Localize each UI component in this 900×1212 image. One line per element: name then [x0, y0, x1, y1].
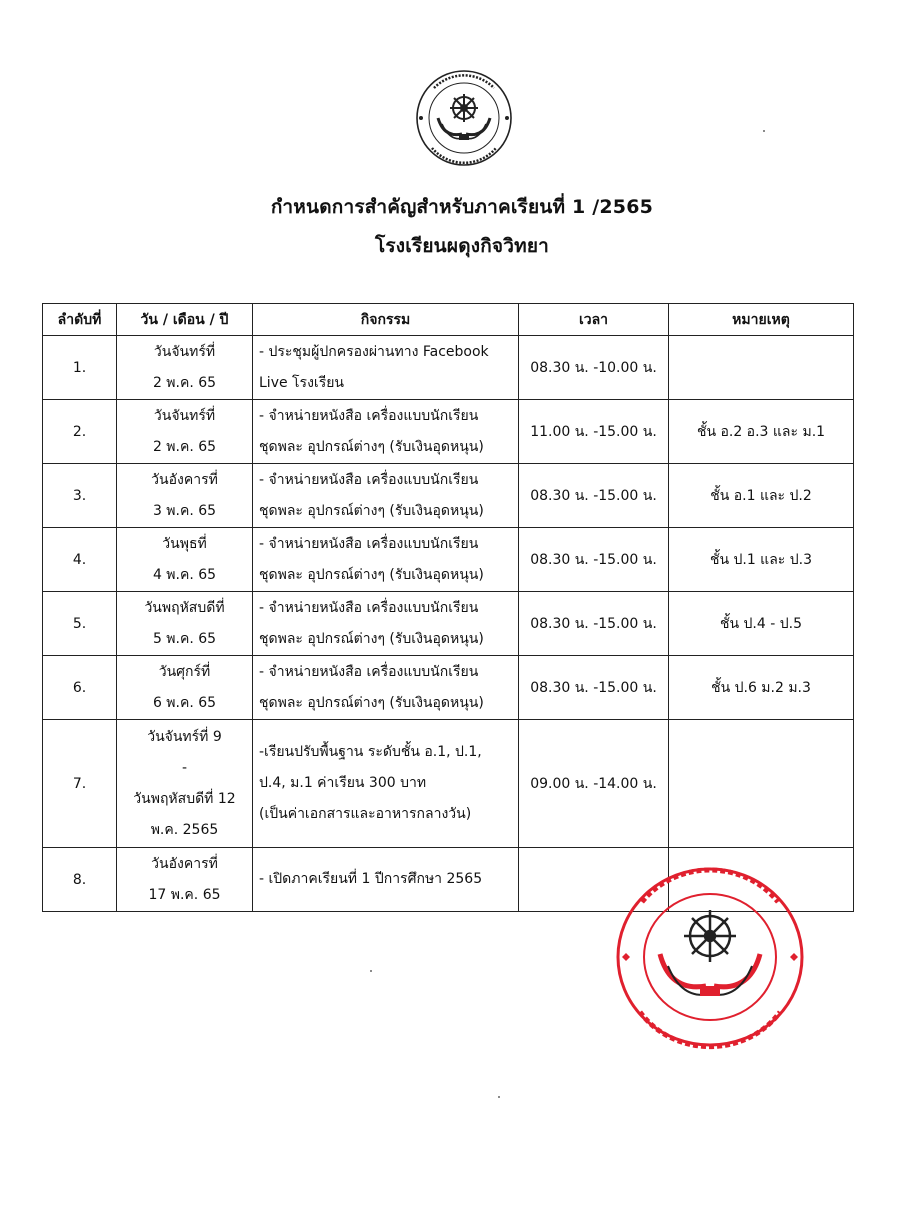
activity-line: -เรียนปรับพื้นฐาน ระดับชั้น อ.1, ป.1,	[259, 744, 482, 760]
scan-speck	[498, 1096, 500, 1098]
date-value: 3 พ.ค. 65	[152, 502, 217, 519]
row-number: 5.	[43, 592, 117, 656]
activity-line: ชุดพละ อุปกรณ์ต่างๆ (รับเงินอุดหนุน)	[259, 502, 484, 519]
date-value: 2 พ.ค. 65	[152, 374, 217, 391]
row-activity	[253, 336, 519, 400]
row-date	[117, 592, 253, 656]
row-number: 8.	[43, 848, 117, 912]
row-note: ชั้น อ.1 และ ป.2	[669, 464, 854, 528]
row-time: 09.00 น. -14.00 น.	[519, 720, 669, 848]
activity-line: ป.4, ม.1 ค่าเรียน 300 บาท	[259, 775, 427, 791]
table-row	[43, 528, 854, 592]
row-activity	[253, 400, 519, 464]
row-note: ชั้น อ.2 อ.3 และ ม.1	[669, 400, 854, 464]
row-date	[117, 528, 253, 592]
date-line: วันจันทร์ที่ 9	[147, 728, 222, 745]
row-activity	[253, 656, 519, 720]
table-row	[43, 400, 854, 464]
row-time: 08.30 น. -15.00 น.	[519, 592, 669, 656]
row-date	[117, 656, 253, 720]
activity-line: ชุดพละ อุปกรณ์ต่างๆ (รับเงินอุดหนุน)	[259, 438, 484, 455]
column-header-date: วัน / เดือน / ปี	[117, 304, 253, 336]
date-day: วันพุธที่	[162, 535, 207, 552]
column-header-note: หมายเหตุ	[669, 304, 854, 336]
date-line: พ.ค. 2565	[150, 821, 219, 838]
row-number: 4.	[43, 528, 117, 592]
school-emblem-logo	[414, 68, 514, 168]
table-row	[43, 592, 854, 656]
row-date	[117, 464, 253, 528]
activity-line: ชุดพละ อุปกรณ์ต่างๆ (รับเงินอุดหนุน)	[259, 694, 484, 711]
activity-line: ชุดพละ อุปกรณ์ต่างๆ (รับเงินอุดหนุน)	[259, 566, 484, 583]
date-value: 2 พ.ค. 65	[152, 438, 217, 455]
row-activity	[253, 720, 519, 848]
row-number: 1.	[43, 336, 117, 400]
column-header-time: เวลา	[519, 304, 669, 336]
scan-speck	[763, 130, 765, 132]
row-note: ชั้น ป.4 - ป.5	[669, 592, 854, 656]
activity-line: Live โรงเรียน	[259, 374, 344, 391]
row-time: 08.30 น. -15.00 น.	[519, 656, 669, 720]
row-date	[117, 720, 253, 848]
table-row	[43, 720, 854, 848]
date-value: 4 พ.ค. 65	[152, 566, 217, 583]
activity-line: ชุดพละ อุปกรณ์ต่างๆ (รับเงินอุดหนุน)	[259, 630, 484, 647]
activity-line: - จำหน่ายหนังสือ เครื่องแบบนักเรียน	[259, 407, 479, 424]
date-day: วันอังคารที่	[151, 471, 218, 488]
row-number: 7.	[43, 720, 117, 848]
row-date	[117, 400, 253, 464]
scan-speck	[370, 970, 372, 972]
date-day: วันจันทร์ที่	[153, 407, 216, 424]
row-date	[117, 848, 253, 912]
school-seal-stamp	[612, 862, 808, 1052]
row-time: 08.30 น. -15.00 น.	[519, 464, 669, 528]
row-number: 3.	[43, 464, 117, 528]
row-date	[117, 336, 253, 400]
row-activity	[253, 464, 519, 528]
row-activity	[253, 592, 519, 656]
row-number: 2.	[43, 400, 117, 464]
table-row	[43, 656, 854, 720]
row-note	[669, 336, 854, 400]
row-number: 6.	[43, 656, 117, 720]
dharma-wheel-icon	[684, 910, 736, 962]
column-header-order: ลำดับที่	[43, 304, 117, 336]
date-line: -	[181, 759, 188, 776]
date-day: วันพฤหัสบดีที่	[144, 599, 225, 616]
activity-line: - ประชุมผู้ปกครองผ่านทาง Facebook	[259, 343, 489, 360]
row-note: ชั้น ป.6 ม.2 ม.3	[669, 656, 854, 720]
dharma-wheel-icon	[450, 94, 478, 122]
date-value: 5 พ.ค. 65	[152, 630, 217, 647]
table-row	[43, 336, 854, 400]
date-line: วันพฤหัสบดีที่ 12	[133, 790, 236, 807]
row-activity: - เปิดภาคเรียนที่ 1 ปีการศึกษา 2565	[253, 848, 519, 912]
schedule-table	[42, 303, 854, 912]
activity-line: (เป็นค่าเอกสารและอาหารกลางวัน)	[259, 806, 472, 822]
date-value: 17 พ.ค. 65	[148, 886, 221, 903]
school-name: โรงเรียนผดุงกิจวิทยา	[374, 235, 550, 257]
date-day: วันจันทร์ที่	[153, 343, 216, 360]
activity-line: - จำหน่ายหนังสือ เครื่องแบบนักเรียน	[259, 535, 479, 552]
activity-line: - จำหน่ายหนังสือ เครื่องแบบนักเรียน	[259, 663, 479, 680]
table-header-row	[43, 304, 854, 336]
row-note	[669, 720, 854, 848]
row-time: 11.00 น. -15.00 น.	[519, 400, 669, 464]
row-activity	[253, 528, 519, 592]
activity-line: - จำหน่ายหนังสือ เครื่องแบบนักเรียน	[259, 471, 479, 488]
page-title: กำหนดการสำคัญสำหรับภาคเรียนที่ 1 /2565	[270, 196, 654, 218]
column-header-activity: กิจกรรม	[253, 304, 519, 336]
date-day: วันศุกร์ที่	[158, 663, 211, 680]
row-note: ชั้น ป.1 และ ป.3	[669, 528, 854, 592]
date-day: วันอังคารที่	[151, 855, 218, 872]
row-time: 08.30 น. -15.00 น.	[519, 528, 669, 592]
row-time: 08.30 น. -10.00 น.	[519, 336, 669, 400]
activity-line: - จำหน่ายหนังสือ เครื่องแบบนักเรียน	[259, 599, 479, 616]
table-row	[43, 464, 854, 528]
date-value: 6 พ.ค. 65	[152, 694, 217, 711]
